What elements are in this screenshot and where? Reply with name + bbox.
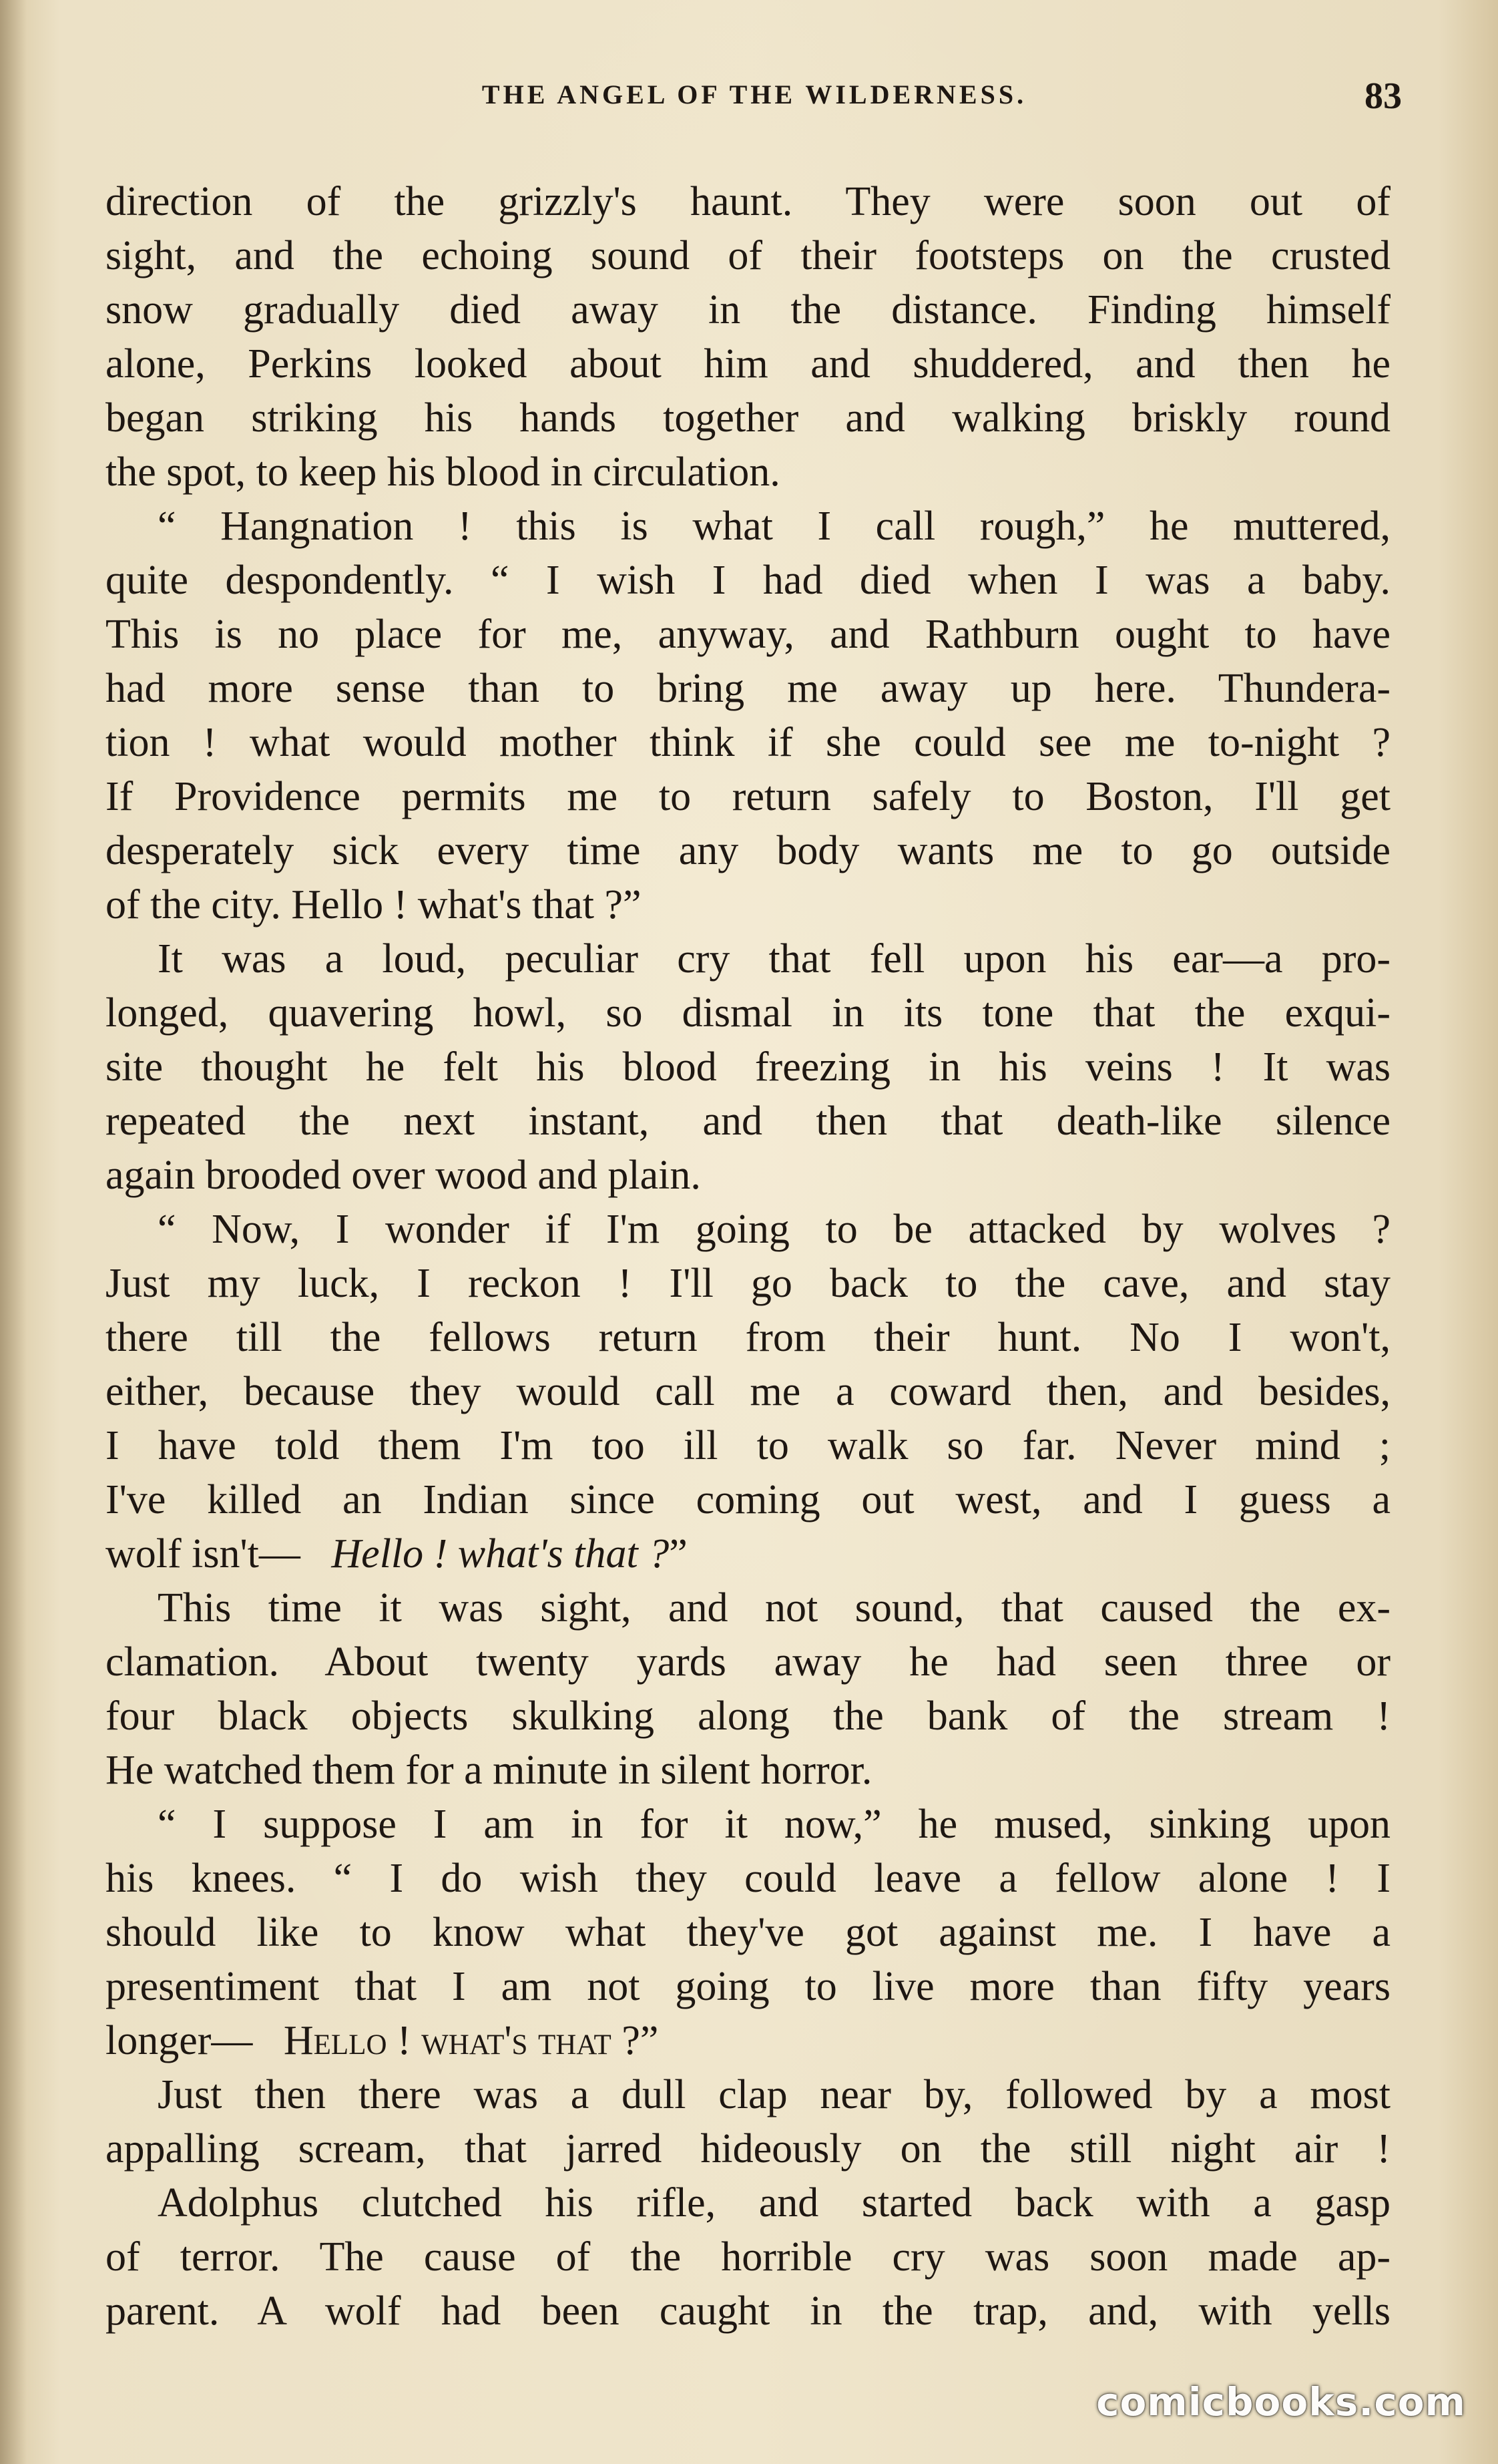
text-line: began striking his hands together and walking briskly round: [105, 395, 1391, 441]
text-line: “ I suppose I am in for it now,” he mused, sinking upon: [158, 1802, 1391, 1847]
text-line: repeated the next instant, and then that death-like silence: [105, 1098, 1391, 1144]
running-title: THE ANGEL OF THE WILDERNESS.: [481, 79, 1027, 110]
text-line: “ Now, I wonder if I'm going to be attacked by wolves ?: [158, 1207, 1391, 1252]
text-line: should like to know what they've got against me. I have a: [105, 1910, 1391, 1955]
text-line-head: wolf isn't—: [105, 1531, 300, 1577]
text-line: snow gradually died away in the distance. Finding himself: [105, 287, 1391, 333]
text-line: Adolphus clutched his rifle, and started back with a gasp: [158, 2180, 1391, 2226]
text-line: either, because they would call me a coward then, and besides,: [105, 1369, 1391, 1414]
text-line: site thought he felt his blood freezing in his veins ! It was: [105, 1044, 1391, 1090]
italic-exclamation: Hello ! what's that ?: [331, 1531, 670, 1577]
text-line: longed, quavering howl, so dismal in its tone that the exqui-: [105, 990, 1391, 1036]
body-text: [105, 175, 1391, 2338]
text-line: parent. A wolf had been caught in the trap, and, with yells: [105, 2288, 1391, 2334]
text-line: It was a loud, peculiar cry that fell upon his ear—a pro-: [158, 936, 1391, 982]
text-line: [105, 1527, 1391, 1581]
text-line: I have told them I'm too ill to walk so far. Never mind ;: [105, 1423, 1391, 1468]
smallcaps-exclamation: Hello ! what's that ?”: [283, 2018, 659, 2063]
text-line: This time it was sight, and not sound, that caused the ex-: [158, 1585, 1391, 1631]
text-line: sight, and the echoing sound of their footsteps on the crusted: [105, 233, 1391, 278]
text-line: presentiment that I am not going to live more than fifty years: [105, 1964, 1391, 2009]
text-line: This is no place for me, anyway, and Rathburn ought to have: [105, 612, 1391, 657]
text-line: the spot, to keep his blood in circulation.: [105, 449, 780, 495]
page-number: 83: [1364, 75, 1402, 117]
text-line: his knees. “ I do wish they could leave a fellow alone ! I: [105, 1856, 1391, 1901]
text-line: If Providence permits me to return safely to Boston, I'll get: [105, 774, 1391, 819]
text-line: clamation. About twenty yards away he had seen three or: [105, 1639, 1391, 1685]
closing-quote: ”: [669, 1531, 688, 1577]
text-line: “ Hangnation ! this is what I call rough,” he muttered,: [158, 503, 1391, 549]
watermark: comicbooks.com: [1096, 2379, 1466, 2425]
text-line: quite despondently. “ I wish I had died when I was a baby.: [105, 558, 1391, 603]
text-line: of the city. Hello ! what's that ?”: [105, 882, 642, 928]
text-line: appalling scream, that jarred hideously on the still night air !: [105, 2126, 1391, 2172]
running-head: [107, 75, 1402, 126]
text-line: He watched them for a minute in silent horror.: [105, 1748, 872, 1793]
text-line: there till the fellows return from their hunt. No I won't,: [105, 1315, 1391, 1360]
text-line: Just my luck, I reckon ! I'll go back to the cave, and stay: [105, 1261, 1391, 1306]
text-line-head: longer—: [105, 2018, 253, 2063]
text-line: alone, Perkins looked about him and shuddered, and then he: [105, 341, 1391, 387]
text-line: had more sense than to bring me away up here. Thundera-: [105, 666, 1391, 711]
text-line: I've killed an Indian since coming out west, and I guess a: [105, 1477, 1391, 1522]
text-line: desperately sick every time any body wants me to go outside: [105, 828, 1391, 873]
text-line: again brooded over wood and plain.: [105, 1153, 701, 1198]
page-edge-shadow: [0, 0, 27, 2464]
text-line: [105, 2014, 1391, 2068]
text-line: direction of the grizzly's haunt. They were soon out of: [105, 179, 1391, 224]
text-line: four black objects skulking along the bank of the stream !: [105, 1693, 1391, 1739]
text-line: Just then there was a dull clap near by, followed by a most: [158, 2072, 1391, 2117]
text-line: tion ! what would mother think if she could see me to-night ?: [105, 720, 1391, 765]
text-line: of terror. The cause of the horrible cry was soon made ap-: [105, 2234, 1391, 2280]
